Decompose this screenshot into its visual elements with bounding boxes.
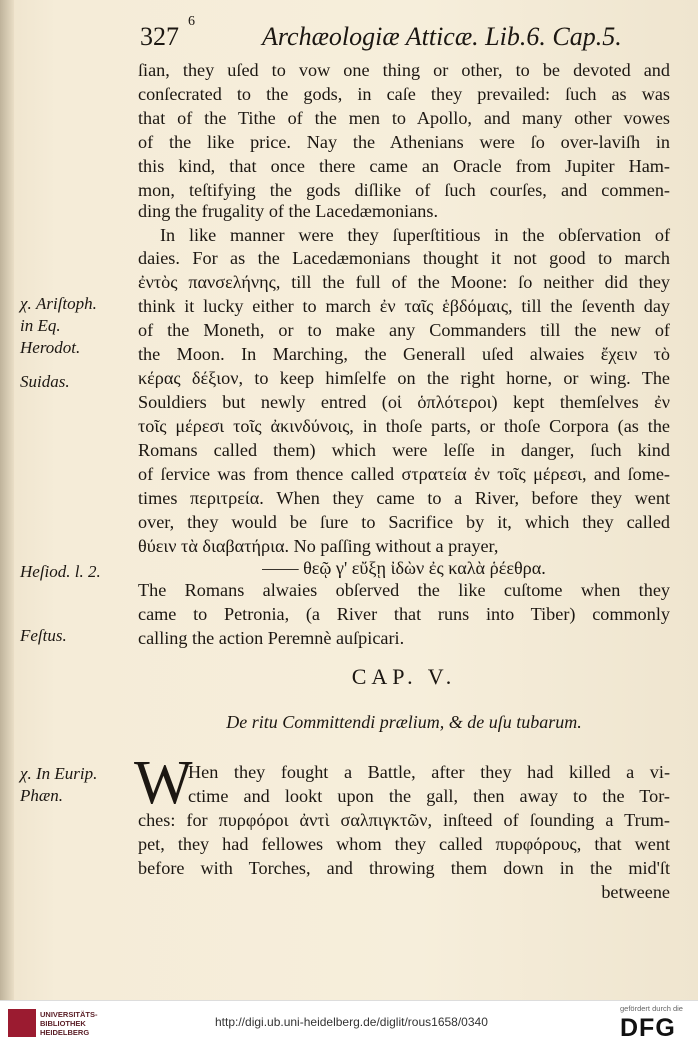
chapter-heading: CAP. V.: [351, 664, 457, 689]
body-line: before with Torches, and throwing them down in the mid'ſt: [138, 858, 670, 878]
running-title: Archæologiæ Atticæ. Lib.6. Cap.5.: [262, 22, 622, 51]
page-header: [140, 14, 680, 56]
body-line: pet, they had fellowes whom they called πυρφόρους, that went: [138, 834, 670, 854]
body-line: times περιτρεία. When they came to a River, before they went: [138, 488, 670, 508]
viewer-footer: [0, 1000, 698, 1045]
permalink-url[interactable]: http://digi.ub.uni-heidelberg.de/diglit/rous1658/0340: [215, 1015, 488, 1029]
body-line: calling the action Peremnè auſpicari.: [138, 628, 405, 648]
body-line: ches: for πυρφόροι ἀντὶ σαλπιγκτῶν, inſteed of ſounding a Trum-: [138, 810, 670, 830]
body-line: Souldiers but newly entred (οἱ ὁπλότεροι) kept themſelves ἐν: [138, 392, 670, 412]
body-line: ding the frugality of the Lacedæmonians.: [138, 201, 439, 221]
body-line: ἐντὸς πανσελήνης, till the full of the Moone: ſo neither did they: [138, 272, 670, 292]
dfg-logo: DFG: [620, 1014, 676, 1042]
verse-quotation: —— θεῷ γ' εὔξῃ ἰδὼν ἐς καλὰ ῥέεθρα.: [262, 558, 546, 578]
body-line: The Romans alwaies obſerved the like cuſtome when they: [138, 580, 670, 600]
body-line: came to Petronia, (a River that runs into Tiber) commonly: [138, 604, 670, 624]
university-library-logo-icon: [8, 1009, 36, 1037]
margin-note: Suidas.: [20, 372, 70, 391]
margin-note: Heſiod. l. 2.: [20, 562, 101, 581]
body-line: θύειν τὰ διαβατήρια. No paſſing without a prayer,: [138, 536, 499, 556]
margin-note: χ. Ariſtoph.: [20, 294, 97, 313]
library-name: UNIVERSITÄTS- BIBLIOTHEK HEIDELBERG: [40, 1010, 98, 1037]
margin-note: Feſtus.: [20, 626, 67, 645]
body-line: that of the Tithe of the men to Apollo, and many other vowes: [138, 108, 670, 128]
margin-note: in Eq.: [20, 316, 61, 335]
body-line: ctime and lookt upon the gall, then away to the Tor-: [188, 786, 670, 806]
drop-cap: W: [134, 749, 193, 817]
body-line: Romans called them) which were leſſe in danger, ſuch kind: [138, 440, 670, 460]
margin-note: χ. In Eurip.: [20, 764, 98, 783]
sponsor-caption: gefördert durch die: [620, 1004, 683, 1013]
body-line: τοῖς μέρεσι τοῖς ἀκινδύνοις, in thoſe parts, or thoſe Corpora (as the: [138, 416, 670, 436]
body-line: ſian, they uſed to vow one thing or other, to be devoted and: [138, 60, 670, 80]
body-line: conſecrated to the gods, in caſe they prevailed: ſuch as was: [138, 84, 670, 104]
body-line: this kind, that once there came an Oracle from Jupiter Ham-: [138, 156, 670, 176]
body-line: over, they would be ſure to Sacrifice by it, which they called: [138, 512, 670, 532]
body-line: Hen they fought a Battle, after they had killed a vi-: [188, 762, 670, 782]
body-line: mon, teſtifying the gods diſlike of ſuch courſes, and commen-: [138, 180, 670, 200]
body-line: daies. For as the Lacedæmonians thought it not good to march: [138, 248, 670, 268]
body-line: the Moon. In Marching, the Generall uſed alwaies ἔχειν τὸ: [138, 344, 670, 364]
catchword: betweene: [601, 882, 670, 902]
body-line: κέρας δέξιον, to keep himſelfe on the right horne, or wing. The: [138, 368, 670, 388]
body-line: think it lucky either to march ἐν ταῖς ἑβδόμαις, till the ſeventh day: [138, 296, 670, 316]
margin-note: Herodot.: [20, 338, 81, 357]
page-number: 327: [140, 22, 179, 51]
body-line: of the Moneth, or to make any Commanders till the new of: [138, 320, 670, 340]
page-gutter-shadow: [0, 0, 14, 1000]
margin-note: Phæn.: [20, 786, 63, 805]
body-line: In like manner were they ſuperſtitious in the obſervation of: [160, 225, 670, 245]
chapter-subtitle: De ritu Committendi prælium, & de uſu tubarum.: [226, 712, 582, 732]
body-line: of ſervice was from thence called στρατεία ἐν τοῖς μέρεσι, and ſome-: [138, 464, 670, 484]
page-mark: 6: [188, 14, 195, 29]
body-line: of the like price. Nay the Athenians were ſo over-laviſh in: [138, 132, 670, 152]
